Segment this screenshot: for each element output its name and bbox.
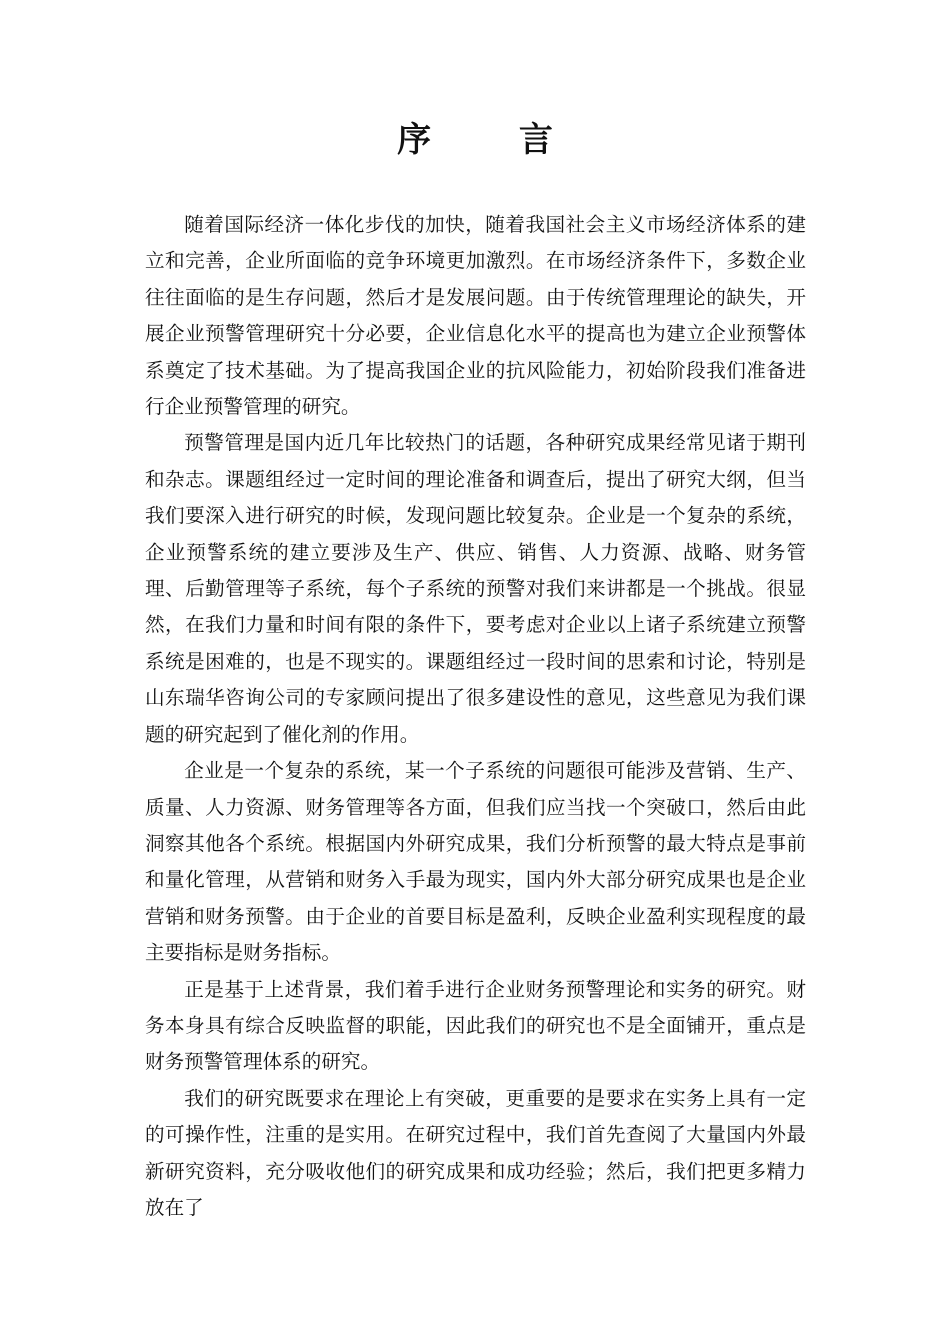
paragraph-1: 随着国际经济一体化步伐的加快，随着我国社会主义市场经济体系的建立和完善，企业所面临的竞争环境更加激烈。在市场经济条件下，多数企业往往面临的是生存问题，然后才是发展问题。由于传统管理理论的缺失，开展企业预警管理研究十分必要，企业信息化水平的提高也为建立企业预警体系奠定了技术基础。为了提高我国企业的抗风险能力，初始阶段我们准备进行企业预警管理的研究。 <box>145 213 806 419</box>
paragraph-2: 预警管理是国内近几年比较热门的话题，各种研究成果经常见诸于期刊和杂志。课题组经过一定时间的理论准备和调查后，提出了研究大纲，但当我们要深入进行研究的时候，发现问题比较复杂。企业是一个复杂的系统，企业预警系统的建立要涉及生产、供应、销售、人力资源、战略、财务管理、后勤管理等子系统，每个子系统的预警对我们来讲都是一个挑战。很显然，在我们力量和时间有限的条件下，要考虑对企业以上诸子系统建立预警系统是困难的，也是不现实的。课题组经过一段时间的思索和讨论，特别是山东瑞华咨询公司的专家顾问提出了很多建设性的意见，这些意见为我们课题的研究起到了催化剂的作用。 <box>145 431 806 746</box>
page-title: 序 言 <box>397 120 591 160</box>
preface-body <box>145 207 806 1226</box>
paragraph-5: 我们的研究既要求在理论上有突破，更重要的是要求在实务上具有一定的可操作性，注重的是实用。在研究过程中，我们首先查阅了大量国内外最新研究资料，充分吸收他们的研究成果和成功经验；然后，我们把更多精力放在了 <box>145 1086 806 1219</box>
paragraph-3: 企业是一个复杂的系统，某一个子系统的问题很可能涉及营销、生产、质量、人力资源、财务管理等各方面，但我们应当找一个突破口，然后由此洞察其他各个系统。根据国内外研究成果，我们分析预警的最大特点是事前和量化管理，从营销和财务入手最为现实，国内外大部分研究成果也是企业营销和财务预警。由于企业的首要目标是盈利，反映企业盈利实现程度的最主要指标是财务指标。 <box>145 759 806 965</box>
paragraph-4: 正是基于上述背景，我们着手进行企业财务预警理论和实务的研究。财务本身具有综合反映监督的职能，因此我们的研究也不是全面铺开，重点是财务预警管理体系的研究。 <box>145 977 806 1074</box>
